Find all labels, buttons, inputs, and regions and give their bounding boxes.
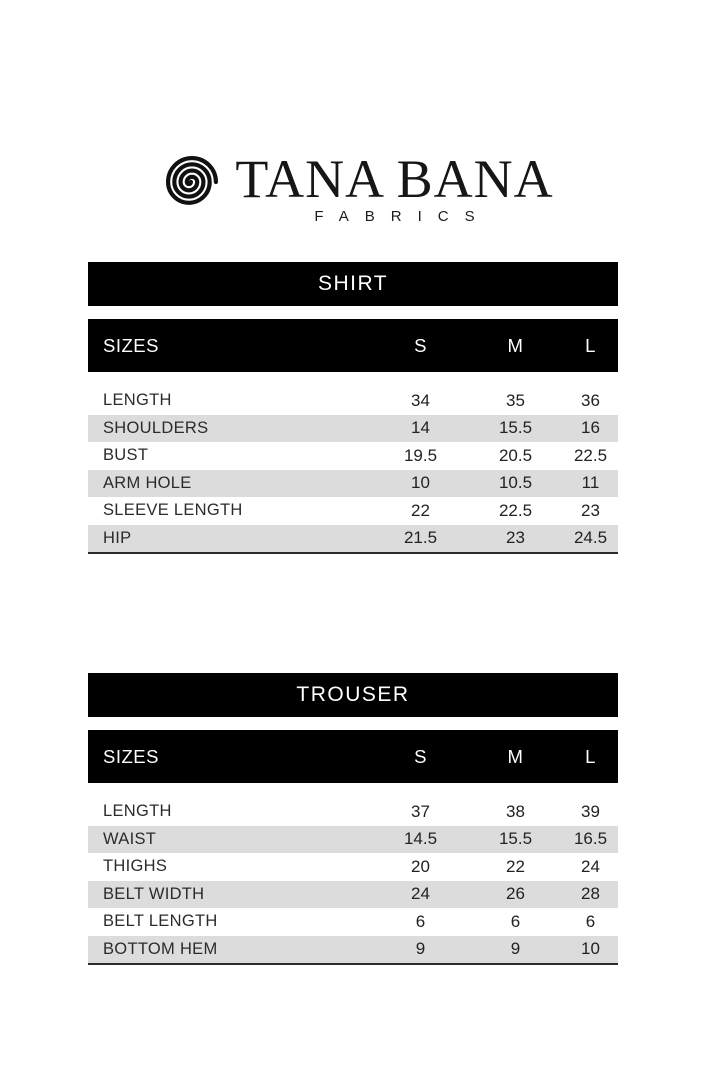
value-l: 10 (581, 939, 600, 959)
value-s: 6 (415, 911, 426, 931)
measurement-label: ARM HOLE (103, 473, 192, 492)
measurement-label: SHOULDERS (103, 418, 209, 437)
value-l: 22.5 (573, 445, 608, 465)
value-s: 10 (411, 473, 430, 493)
shirt-sizes-header (88, 319, 618, 372)
spiral-icon (166, 156, 218, 208)
value-m: 22 (506, 856, 525, 876)
table-row (88, 442, 618, 470)
value-l: 16.5 (573, 829, 608, 849)
sizes-label: SIZES (103, 334, 159, 356)
brand-subtitle: FABRICS (314, 208, 491, 225)
column-header-m: M (507, 334, 524, 356)
value-s: 37 (411, 801, 430, 821)
table-row (88, 908, 618, 936)
brand-logo (0, 150, 720, 226)
value-l: 36 (581, 390, 600, 410)
shirt-title-bar (88, 262, 618, 306)
column-header-l: L (585, 745, 596, 767)
table-row (88, 525, 618, 553)
column-header-s: S (414, 334, 427, 356)
value-s: 14 (411, 418, 430, 438)
measurement-label: BOTTOM HEM (103, 939, 218, 958)
measurement-label: WAIST (103, 829, 157, 848)
value-s: 22 (411, 500, 430, 520)
value-s: 19.5 (403, 445, 438, 465)
measurement-label: LENGTH (103, 391, 172, 410)
trouser-title-bar (88, 673, 618, 717)
value-s: 21.5 (403, 528, 438, 548)
value-s: 20 (411, 856, 430, 876)
value-m: 23 (506, 528, 525, 548)
measurement-label: HIP (103, 528, 132, 547)
value-l: 23 (581, 500, 600, 520)
table-row (88, 470, 618, 498)
table-row (88, 881, 618, 909)
value-m: 10.5 (498, 473, 533, 493)
shirt-measurement-rows (88, 387, 618, 554)
value-m: 35 (506, 390, 525, 410)
measurement-label: SLEEVE LENGTH (103, 501, 243, 520)
measurement-label: BELT WIDTH (103, 884, 205, 903)
trouser-sizes-header (88, 730, 618, 783)
value-l: 11 (581, 473, 600, 493)
value-l: 28 (581, 884, 600, 904)
value-s: 14.5 (403, 829, 438, 849)
table-title: SHIRT (317, 272, 389, 295)
value-m: 9 (510, 939, 521, 959)
trouser-size-chart (88, 673, 618, 965)
table-row (88, 387, 618, 415)
brand-name: TANA BANA (235, 149, 554, 209)
value-m: 6 (510, 911, 521, 931)
value-m: 38 (506, 801, 525, 821)
value-m: 20.5 (498, 445, 533, 465)
sizes-label: SIZES (103, 745, 159, 767)
value-l: 24 (581, 856, 600, 876)
shirt-size-chart (88, 262, 618, 554)
value-m: 22.5 (498, 500, 533, 520)
table-row (88, 497, 618, 525)
table-row (88, 798, 618, 826)
value-l: 6 (585, 911, 596, 931)
value-l: 39 (581, 801, 600, 821)
brand-text-block (235, 150, 553, 226)
column-header-l: L (585, 334, 596, 356)
table-title: TROUSER (296, 683, 410, 706)
table-row (88, 415, 618, 443)
value-m: 15.5 (498, 829, 533, 849)
trouser-measurement-rows (88, 798, 618, 965)
value-s: 9 (415, 939, 426, 959)
value-l: 24.5 (573, 528, 608, 548)
measurement-label: LENGTH (103, 802, 172, 821)
value-m: 15.5 (498, 418, 533, 438)
measurement-label: BUST (103, 446, 149, 465)
measurement-label: BELT LENGTH (103, 912, 218, 931)
table-row (88, 936, 618, 964)
table-row (88, 826, 618, 854)
column-header-m: M (507, 745, 524, 767)
column-header-s: S (414, 745, 427, 767)
value-l: 16 (581, 418, 600, 438)
value-m: 26 (506, 884, 525, 904)
table-row (88, 853, 618, 881)
value-s: 34 (411, 390, 430, 410)
value-s: 24 (411, 884, 430, 904)
measurement-label: THIGHS (103, 857, 168, 876)
